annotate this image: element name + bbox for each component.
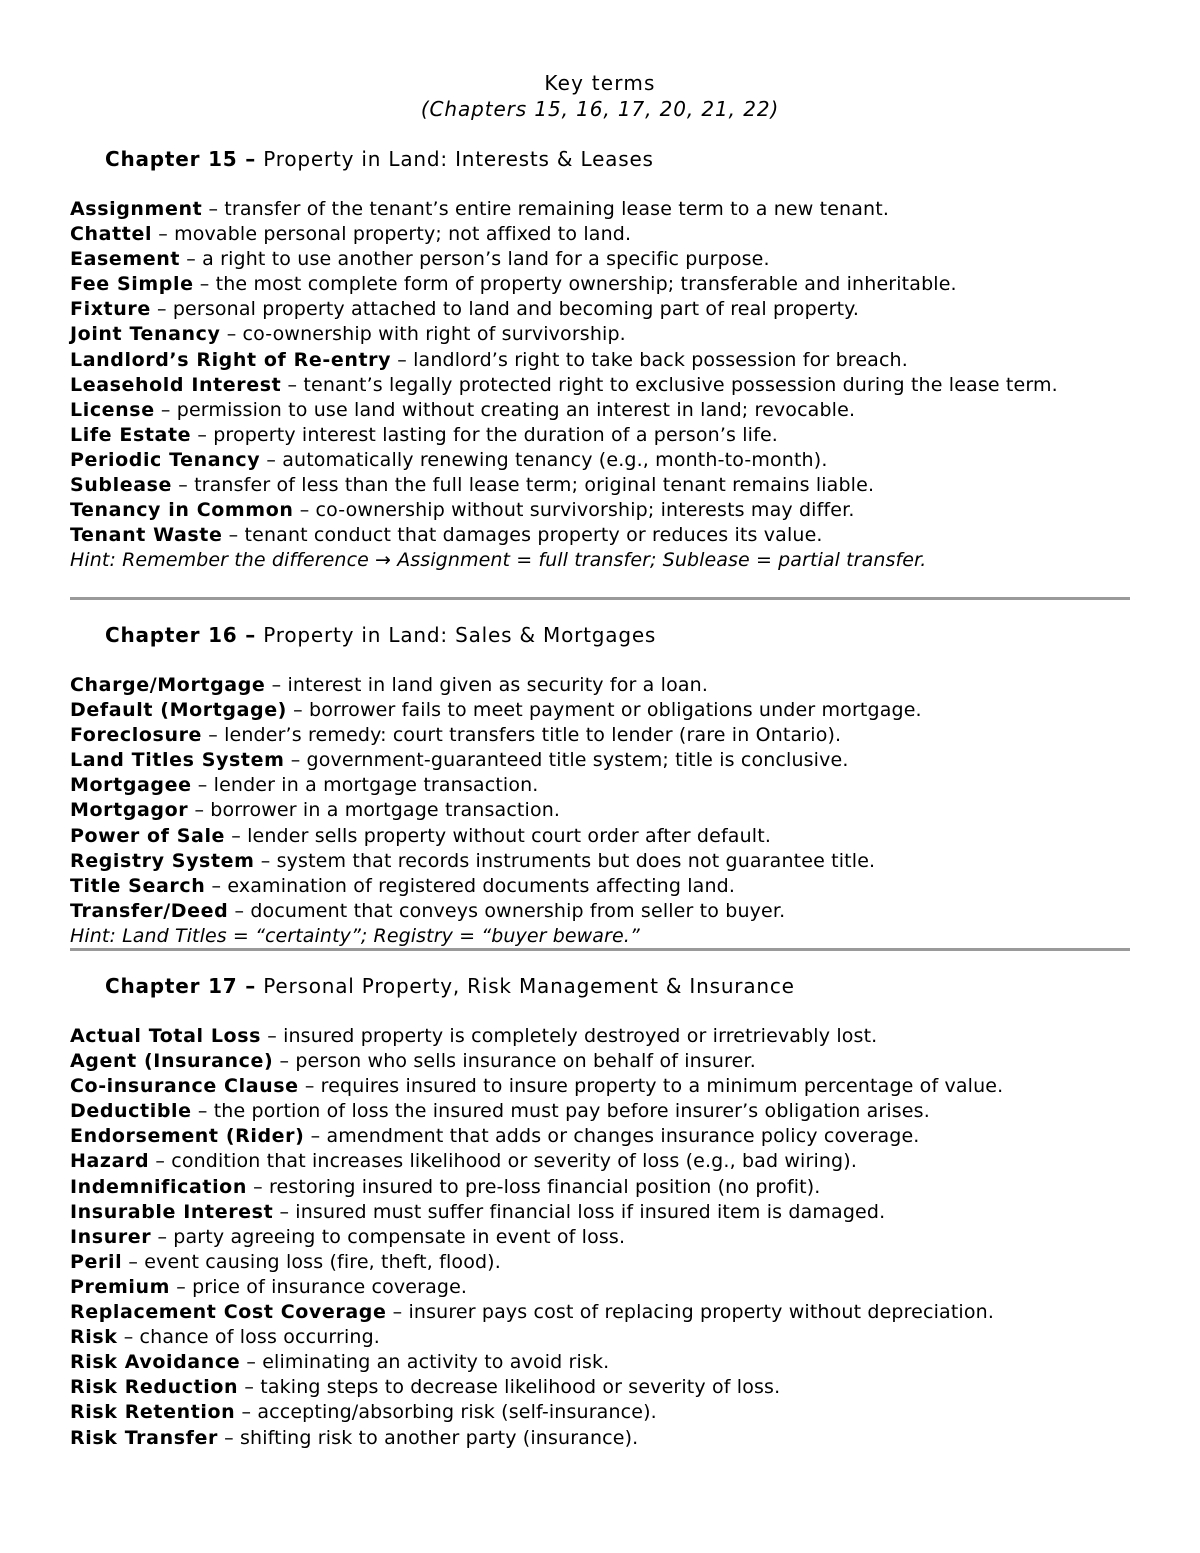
term-definition: lender in a mortgage transaction. [213,774,539,797]
term-definition: government-guaranteed title system; title is conclusive. [306,749,849,772]
term-name: Indemnification [70,1175,247,1198]
term-name: Foreclosure [70,724,203,747]
term-name: Agent (Insurance) [70,1050,274,1073]
term-separator: – [193,273,216,296]
term-name: Premium [70,1275,171,1298]
term-entry [70,849,1130,874]
term-entry [70,1049,1130,1074]
term-definition: tenant’s legally protected right to exclusive possession during the lease term. [303,373,1058,396]
term-definition: the portion of loss the insured must pay before insurer’s obligation arises. [213,1100,930,1123]
term-name: Periodic Tenancy [70,448,261,471]
term-name: Fee Simple [70,273,194,296]
term-separator: – [220,323,243,346]
term-entry [70,322,1130,347]
term-entry [70,1375,1130,1400]
term-separator: – [151,1225,174,1248]
term-definition: transfer of the tenant’s entire remaining lease term to a new tenant. [224,198,890,220]
section-divider [70,948,1130,951]
term-definition: document that conveys ownership from seller to buyer. [250,899,786,922]
term-definition: interest in land given as security for a loan. [287,674,709,696]
hint-text: Hint: Remember the difference → Assignment = full transfer; Sublease = partial transfer. [70,549,927,572]
term-entry [70,698,1130,723]
term-definition: a right to use another person’s land for a specific purpose. [202,248,770,271]
term-entry [70,498,1130,523]
term-name: Joint Tenancy [70,323,221,346]
term-entry [70,1024,1130,1049]
term-entry [70,373,1130,398]
term-entry [70,1124,1130,1149]
term-definition: automatically renewing tenancy (e.g., month-to-month). [282,448,828,471]
term-separator: – [304,1125,327,1148]
term-name: Charge/Mortgage [70,674,266,696]
term-separator: – [154,398,177,421]
term-definition: borrower fails to meet payment or obligations under mortgage. [309,699,922,722]
term-entry [70,673,1130,698]
term-definition: insured property is completely destroyed or irretrievably lost. [283,1025,878,1047]
chapter-number: Chapter 17 – [105,974,257,998]
term-separator: – [265,674,288,696]
term-entry [70,523,1130,548]
term-name: Hazard [70,1150,150,1173]
term-definition: lender sells property without court order after default. [247,824,772,847]
term-name: Mortgagee [70,774,192,797]
term-entry [70,824,1130,849]
hint-text: Hint: Land Titles = “certainty”; Registry = “buyer beware.” [70,924,640,947]
term-name: Fixture [70,298,151,321]
term-name: Life Estate [70,423,192,446]
term-definition: requires insured to insure property to a minimum percentage of value. [320,1075,1004,1098]
term-name: Replacement Cost Coverage [70,1301,387,1324]
term-entry [70,348,1130,373]
term-separator: – [205,874,228,897]
term-name: Risk Retention [70,1401,236,1424]
term-entry [70,1325,1130,1350]
term-definition: restoring insured to pre-loss financial position (no profit). [269,1175,821,1198]
chapter-heading [105,973,1130,1024]
term-definition: examination of registered documents affecting land. [227,874,736,897]
term-definition: tenant conduct that damages property or reduces its value. [244,524,823,547]
term-definition: insurer pays cost of replacing property without depreciation. [408,1301,995,1324]
term-entry [70,899,1130,924]
term-definition: co-ownership without survivorship; interests may differ. [315,499,855,522]
term-name: Tenancy in Common [70,499,294,522]
term-separator: – [261,1025,284,1047]
term-separator: – [172,474,195,497]
term-name: Easement [70,248,181,271]
chapter-title: Property in Land: Interests & Leases [256,147,654,171]
term-definition: taking steps to decrease likelihood or severity of loss. [260,1376,781,1399]
term-name: Tenant Waste [70,524,223,547]
term-name: Risk [70,1326,118,1349]
term-name: Risk Avoidance [70,1351,241,1374]
section-divider [70,597,1130,600]
term-definition: property interest lasting for the duration of a person’s life. [213,423,778,446]
term-name: Peril [70,1250,123,1273]
term-entry [70,1175,1130,1200]
term-entry [70,1400,1130,1425]
term-name: Assignment [70,198,203,220]
term-definition: person who sells insurance on behalf of insurer. [295,1050,756,1073]
term-name: Default (Mortgage) [70,699,287,722]
term-definition: shifting risk to another party (insurance). [239,1426,639,1449]
term-separator: – [284,749,307,772]
term-name: Title Search [70,874,206,897]
term-separator: – [152,223,175,246]
chapter-title: Personal Property, Risk Management & Insurance [256,974,795,998]
term-name: Landlord’s Right of Re-entry [70,348,392,371]
term-entry [70,773,1130,798]
term-entry [70,1350,1130,1375]
term-separator: – [217,1426,240,1449]
term-separator: – [188,799,211,822]
term-name: Insurer [70,1225,152,1248]
term-separator: – [386,1301,409,1324]
term-entry [70,1099,1130,1124]
term-definition: landlord’s right to take back possession for breach. [413,348,908,371]
term-entry [70,297,1130,322]
term-separator: – [191,774,214,797]
term-definition: system that records instruments but does not guarantee title. [276,849,876,872]
term-separator: – [298,1075,321,1098]
term-name: Mortgagor [70,799,189,822]
term-separator: – [191,423,214,446]
term-entry [70,1149,1130,1174]
term-separator: – [240,1351,263,1374]
term-name: Risk Reduction [70,1376,239,1399]
term-separator: – [273,1200,296,1223]
term-entry [70,1074,1130,1099]
term-definition: condition that increases likelihood or severity of loss (e.g., bad wiring). [171,1150,858,1173]
term-definition: event causing loss (fire, theft, flood). [144,1250,501,1273]
term-entry [70,222,1130,247]
term-entry [70,1225,1130,1250]
term-name: Transfer/Deed [70,899,229,922]
term-definition: personal property attached to land and becoming part of real property. [172,298,860,321]
term-name: Insurable Interest [70,1200,274,1223]
term-separator: – [222,524,245,547]
term-definition: permission to use land without creating an interest in land; revocable. [176,398,856,421]
term-definition: co-ownership with right of survivorship. [242,323,626,346]
term-separator: – [202,198,225,220]
chapter-title: Property in Land: Sales & Mortgages [256,623,657,647]
term-separator: – [170,1275,193,1298]
term-entry [70,748,1130,773]
term-entry [70,1200,1130,1225]
term-separator: – [117,1326,140,1349]
term-entry [70,448,1130,473]
term-name: Endorsement (Rider) [70,1125,305,1148]
term-entry [70,798,1130,823]
term-separator: – [150,298,173,321]
term-separator: – [254,849,277,872]
term-name: Power of Sale [70,824,226,847]
term-definition: transfer of less than the full lease term; original tenant remains liable. [194,474,875,497]
term-name: Actual Total Loss [70,1025,262,1047]
section-chapter-17 [70,973,1130,1451]
term-separator: – [191,1100,214,1123]
term-separator: – [149,1150,172,1173]
term-definition: amendment that adds or changes insurance policy coverage. [326,1125,920,1148]
term-entry [70,197,1130,222]
chapter-number: Chapter 16 – [105,623,257,647]
document-title: Key terms [544,71,656,95]
term-separator: – [246,1175,269,1198]
term-entry [70,272,1130,297]
term-separator: – [293,499,316,522]
section-chapter-15 [70,146,1130,573]
term-entry [70,723,1130,748]
term-entry [70,874,1130,899]
term-definition: party agreeing to compensate in event of loss. [173,1225,626,1248]
term-entry [70,398,1130,423]
term-separator: – [228,899,251,922]
term-separator: – [202,724,225,747]
term-entry [70,1275,1130,1300]
chapter-heading [105,622,1130,673]
term-separator: – [238,1376,261,1399]
chapter-number: Chapter 15 – [105,147,257,171]
term-definition: insured must suffer financial loss if insured item is damaged. [295,1200,886,1223]
term-definition: the most complete form of property ownership; transferable and inheritable. [215,273,957,296]
term-separator: – [273,1050,296,1073]
term-separator: – [260,448,283,471]
term-entry [70,1250,1130,1275]
term-name: Risk Transfer [70,1426,218,1449]
term-definition: lender’s remedy: court transfers title to lender (rare in Ontario). [224,724,842,747]
term-name: Registry System [70,849,255,872]
term-separator: – [225,824,248,847]
term-name: Deductible [70,1100,192,1123]
term-name: Land Titles System [70,749,285,772]
term-definition: accepting/absorbing risk (self-insurance). [257,1401,657,1424]
term-name: Leasehold Interest [70,373,282,396]
chapter-heading [105,146,1130,197]
term-entry [70,473,1130,498]
term-definition: chance of loss occurring. [139,1326,380,1349]
term-name: Sublease [70,474,173,497]
term-entry [70,247,1130,272]
term-definition: movable personal property; not affixed to land. [174,223,632,246]
term-entry [70,423,1130,448]
term-name: Co-insurance Clause [70,1075,299,1098]
term-entry [70,1426,1130,1451]
term-name: Chattel [70,223,153,246]
term-separator: – [235,1401,258,1424]
term-name: License [70,398,155,421]
document-subtitle: (Chapters 15, 16, 17, 20, 21, 22) [420,97,780,121]
term-separator: – [180,248,203,271]
term-entry [70,1300,1130,1325]
term-separator: – [122,1250,145,1273]
term-separator: – [281,373,304,396]
section-chapter-16 [70,622,1130,949]
term-definition: borrower in a mortgage transaction. [210,799,561,822]
term-separator: – [286,699,310,722]
term-definition: price of insurance coverage. [192,1275,468,1298]
term-definition: eliminating an activity to avoid risk. [262,1351,610,1374]
term-separator: – [391,348,414,371]
